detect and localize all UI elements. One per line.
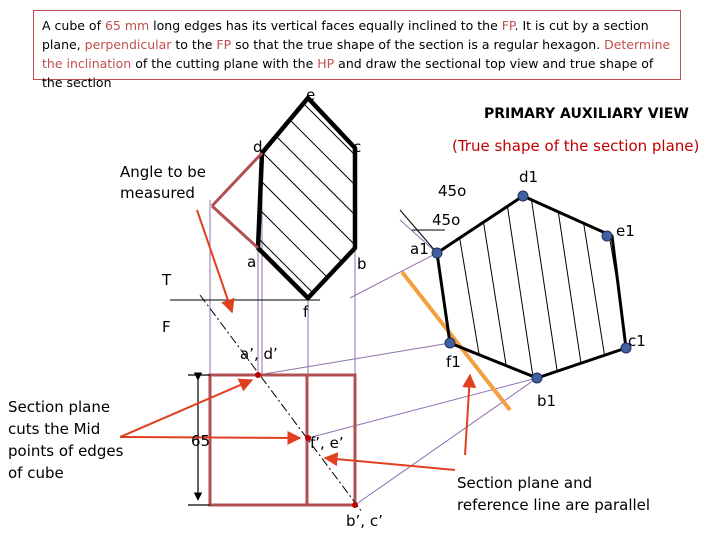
vertex-b1 [532, 373, 542, 383]
arrow-angle-note [197, 210, 232, 312]
label-b: b [357, 255, 367, 273]
label-d: d [253, 138, 263, 156]
label-F: F [162, 318, 171, 336]
cutting-plane-trace [200, 295, 362, 512]
cube-top-view-edges [212, 153, 262, 248]
label-f: f [303, 303, 309, 321]
arrow-parallel-note-2 [325, 458, 455, 470]
section-plane-note: Section plane cuts the Mid points of edges of cube [8, 398, 124, 482]
label-angle-45-lower: 45o [432, 211, 461, 229]
arrow-section-note-1 [120, 380, 252, 437]
parallel-note: Section plane and reference line are parallel [457, 474, 651, 514]
vertex-d1 [518, 191, 528, 201]
true-shape-title: (True shape of the section plane) [452, 137, 700, 155]
label-f-e-prime: f’, e’ [310, 434, 344, 452]
label-dimension: 65 [191, 432, 211, 450]
label-T: T [162, 271, 172, 289]
label-e: e [306, 86, 316, 104]
vertex-f1 [445, 338, 455, 348]
label-a: a [247, 253, 257, 271]
auxiliary-view-title: PRIMARY AUXILIARY VIEW [484, 106, 689, 122]
label-d1: d1 [519, 168, 539, 186]
arrow-parallel-note-1 [465, 375, 470, 455]
label-c: c [353, 138, 362, 156]
label-e1: e1 [616, 222, 635, 240]
vertex-e1 [602, 231, 612, 241]
label-b1: b1 [537, 392, 557, 410]
label-c1: c1 [628, 332, 646, 350]
problem-statement: A cube of 65 mm long edges has its vertical faces equally inclined to the FP. It is cut by a section plane, perpendicular to the FP so that the true shape of the section is a regular hexagon. Determine the inclination of the cutting plane with the HP and draw the sectional top view and true shape of the section [33, 10, 681, 80]
hexagon-vertices [432, 191, 631, 383]
angle-note: Angle to be measured [120, 163, 207, 202]
vertex-a1 [432, 248, 442, 258]
label-angle-45-upper: 45o [438, 182, 467, 200]
label-a-d-prime: a’, d’ [240, 345, 278, 363]
label-f1: f1 [446, 353, 461, 371]
auxiliary-reference-line [402, 272, 510, 410]
label-a1: a1 [410, 240, 429, 258]
label-b-c-prime: b’, c’ [346, 512, 383, 530]
